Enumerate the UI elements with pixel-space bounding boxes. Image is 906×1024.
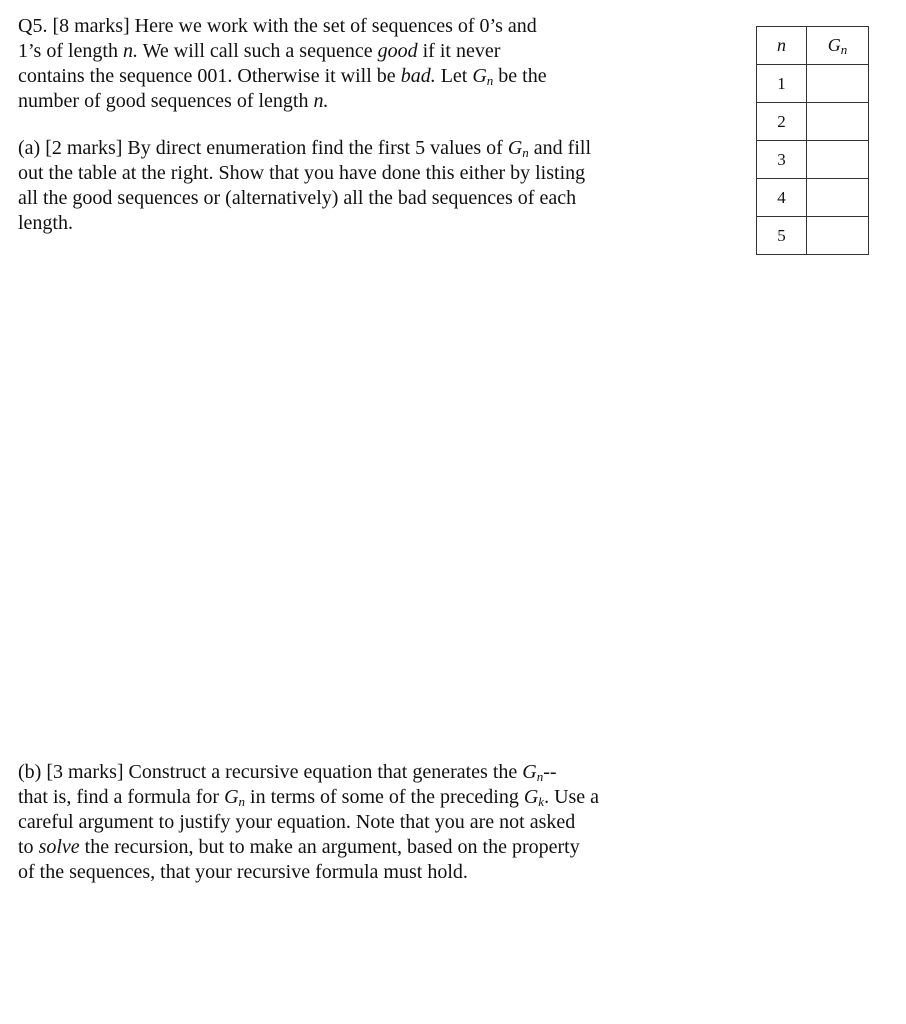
intro-line-1: Q5. [8 marks] Here we work with the set of sequences of 0’s and	[18, 15, 537, 37]
term-solve: solve	[38, 836, 80, 858]
row-gn-cell[interactable]	[807, 217, 869, 255]
table-row	[757, 103, 869, 141]
table-row	[757, 217, 869, 255]
part-b-line-5: of the sequences, that your recursive formula must hold.	[18, 861, 468, 883]
row-n-cell: 1	[757, 65, 807, 103]
table-row	[757, 179, 869, 217]
header-gn: $G_n$	[807, 27, 869, 65]
question-intro	[18, 14, 678, 114]
part-a-line-2: out the table at the right. Show that you have done this either by listing	[18, 162, 586, 184]
intro-line-2: 1’s of length n. We will call such a sequence good if it never	[18, 40, 501, 62]
intro-line-4: number of good sequences of length n.	[18, 90, 329, 112]
row-n-cell: 4	[757, 179, 807, 217]
row-gn-cell[interactable]	[807, 103, 869, 141]
part-a-line-3: all the good sequences or (alternatively) all the bad sequences of each	[18, 187, 577, 209]
term-good: good	[377, 40, 418, 62]
part-b-line-1: (b) [3 marks] Construct a recursive equation that generates the $G_n--$	[18, 761, 557, 784]
row-n-cell: 3	[757, 141, 807, 179]
header-n: n	[757, 27, 807, 65]
row-n-cell: 2	[757, 103, 807, 141]
row-gn-cell[interactable]	[807, 179, 869, 217]
gn-values-table	[756, 26, 869, 255]
row-gn-cell[interactable]	[807, 141, 869, 179]
term-bad: bad.	[400, 65, 436, 87]
part-b-line-2: that is, find a formula for $G_n$ in terms of some of the preceding $G_k$. Use a	[18, 786, 600, 809]
table-row	[757, 141, 869, 179]
part-a-line-4: length.	[18, 212, 73, 234]
part-b-line-4: to solve the recursion, but to make an argument, based on the property	[18, 836, 580, 858]
part-a	[18, 136, 678, 236]
part-b	[18, 760, 678, 885]
table-header-row	[757, 27, 869, 65]
row-gn-cell[interactable]	[807, 65, 869, 103]
part-b-line-3: careful argument to justify your equation. Note that you are not asked	[18, 811, 576, 833]
intro-line-3: contains the sequence 001. Otherwise it will be bad. Let $G_n$ be the	[18, 65, 547, 88]
row-n-cell: 5	[757, 217, 807, 255]
part-a-line-1: (a) [2 marks] By direct enumeration find the first 5 values of $G_n$ and fill	[18, 137, 592, 160]
table-row	[757, 65, 869, 103]
